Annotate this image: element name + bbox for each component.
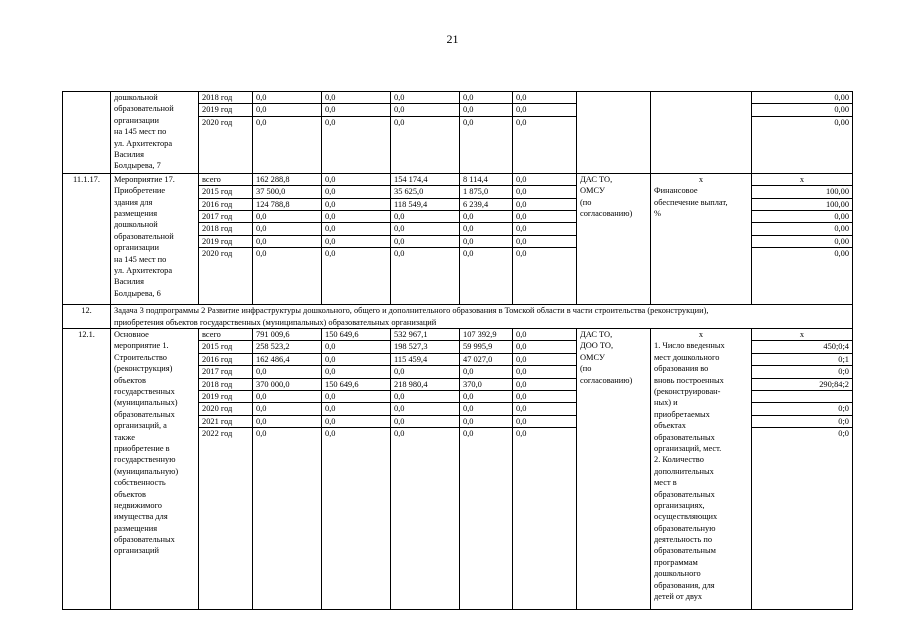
item-name-line: образовательных	[114, 409, 175, 419]
regional-cell: 532 967,1	[391, 329, 460, 341]
total-cell: 0,0	[253, 223, 322, 235]
regional-cell: 198 527,3	[391, 341, 460, 353]
extra-budget-cell: 0,0	[513, 366, 577, 378]
year-cell: 2018 год	[199, 378, 253, 390]
regional-cell: 0,0	[391, 116, 460, 173]
regional-cell: 0,0	[391, 391, 460, 403]
regional-cell: 0,0	[391, 104, 460, 116]
extra-budget-cell: 0,0	[513, 223, 577, 235]
extra-budget-cell: 0,0	[513, 378, 577, 390]
indicator-value-cell: 100,00	[752, 186, 853, 198]
federal-cell: 0,0	[322, 116, 391, 173]
extra-budget-cell: 0,0	[513, 403, 577, 415]
year-cell: 2020 год	[199, 403, 253, 415]
total-cell: 0,0	[253, 403, 322, 415]
local-cell: 8 114,4	[460, 173, 513, 185]
item-number: 12.1.	[63, 329, 111, 610]
item-name-line: образовательной	[114, 231, 174, 241]
budget-table	[62, 91, 853, 610]
local-cell: 0,0	[460, 248, 513, 305]
item-name-line: на 145 мест по	[114, 254, 167, 264]
federal-cell: 0,0	[322, 415, 391, 427]
regional-cell: 0,0	[391, 235, 460, 247]
indicator-cell-line: образовательную	[654, 523, 716, 533]
federal-cell: 150 649,6	[322, 329, 391, 341]
item-name-line: собственность	[114, 478, 166, 488]
indicator-cell-line: приобретаемых	[654, 409, 710, 419]
total-cell: 0,0	[253, 248, 322, 305]
indicator-cell-line: вновь построенных	[654, 375, 724, 385]
local-cell: 370,0	[460, 378, 513, 390]
local-cell: 0,0	[460, 366, 513, 378]
indicator-value-cell	[752, 391, 853, 403]
indicator-cell-line: осуществляющих	[654, 512, 718, 522]
indicator-cell-line: образования, для	[654, 580, 715, 590]
item-name-line: образовательной	[114, 104, 174, 114]
item-name-line: организации	[114, 243, 159, 253]
extra-budget-cell: 0,0	[513, 353, 577, 365]
total-cell: 370 000,0	[253, 378, 322, 390]
year-cell: всего	[199, 329, 253, 341]
year-cell: 2019 год	[199, 391, 253, 403]
indicator-value-cell: 450;0;4	[752, 341, 853, 353]
total-cell: 0,0	[253, 104, 322, 116]
indicator-value-cell: 0,00	[752, 116, 853, 173]
item-name-line: ул. Архитектора	[114, 138, 173, 148]
extra-budget-cell: 0,0	[513, 415, 577, 427]
indicator-value-cell: 0,00	[752, 235, 853, 247]
extra-budget-cell: 0,0	[513, 235, 577, 247]
indicator-cell-line: (реконструирован-	[654, 386, 721, 396]
indicator-value-cell: 0;0	[752, 403, 853, 415]
year-cell: 2022 год	[199, 428, 253, 610]
federal-cell: 0,0	[322, 235, 391, 247]
indicator-value-cell: 0,00	[752, 223, 853, 235]
regional-cell: 118 549,4	[391, 198, 460, 210]
item-name-line: имущества для	[114, 512, 168, 522]
year-cell: 2015 год	[199, 341, 253, 353]
item-name-line: организаций, а	[114, 421, 167, 431]
local-cell: 0,0	[460, 211, 513, 223]
local-cell: 0,0	[460, 104, 513, 116]
indicator-cell-line: образования во	[654, 364, 709, 374]
item-name-line: также	[114, 432, 135, 442]
executor-cell	[577, 92, 651, 174]
federal-cell: 0,0	[322, 248, 391, 305]
extra-budget-cell: 0,0	[513, 248, 577, 305]
local-cell: 0,0	[460, 391, 513, 403]
indicator-cell-line: деятельность по	[654, 535, 713, 545]
indicator-value-cell: 0,00	[752, 211, 853, 223]
regional-cell: 115 459,4	[391, 353, 460, 365]
year-cell: 2018 год	[199, 92, 253, 104]
year-cell: 2018 год	[199, 223, 253, 235]
executor-cell-line: согласованию)	[580, 375, 633, 385]
total-cell: 0,0	[253, 366, 322, 378]
regional-cell: 0,0	[391, 223, 460, 235]
indicator-value-cell: 0;0	[752, 428, 853, 610]
indicator-cell-line: образовательных	[654, 432, 715, 442]
indicator-cell-line: объектах	[654, 421, 686, 431]
federal-cell: 0,0	[322, 391, 391, 403]
federal-cell: 0,0	[322, 366, 391, 378]
indicator-cell-line: организаций, мест.	[654, 443, 722, 453]
federal-cell: 0,0	[322, 341, 391, 353]
regional-cell: 154 174,4	[391, 173, 460, 185]
federal-cell: 0,0	[322, 173, 391, 185]
item-name-line: дошкольной	[114, 93, 158, 102]
regional-cell: 35 625,0	[391, 186, 460, 198]
regional-cell: 0,0	[391, 428, 460, 610]
item-name-line: здания для	[114, 197, 153, 207]
extra-budget-cell: 0,0	[513, 391, 577, 403]
executor-cell-line: ДАС ТО,	[580, 174, 613, 184]
indicator-cell-line: %	[654, 208, 661, 218]
task-text-line: Задача 3 подпрограммы 2 Развитие инфраструктуры дошкольного, общего и дополнительного образования в Томской области в части строительства (реконструкции),	[114, 306, 709, 316]
regional-cell: 0,0	[391, 366, 460, 378]
item-number: 11.1.17.	[63, 173, 111, 304]
total-cell: 0,0	[253, 391, 322, 403]
item-name-line: государственных	[114, 386, 175, 396]
indicator-cell-line: x	[698, 330, 704, 340]
indicator-cell-line: образовательным	[654, 546, 716, 556]
extra-budget-cell: 0,0	[513, 341, 577, 353]
federal-cell: 0,0	[322, 104, 391, 116]
indicator-value-cell: x	[752, 173, 853, 185]
indicator-value-cell: 100,00	[752, 198, 853, 210]
item-name-line: государственную	[114, 455, 176, 465]
item-name-line: размещения	[114, 523, 158, 533]
indicator-cell-line: организациях,	[654, 500, 705, 510]
indicator-cell-line: мест в	[654, 478, 677, 488]
indicator-cell	[651, 92, 752, 174]
federal-cell: 0,0	[322, 353, 391, 365]
total-cell: 0,0	[253, 428, 322, 610]
item-name-line: организации	[114, 115, 159, 125]
item-name-line: объектов	[114, 375, 146, 385]
extra-budget-cell: 0,0	[513, 92, 577, 104]
total-cell: 162 288,8	[253, 173, 322, 185]
executor-cell	[577, 329, 651, 610]
task-row	[63, 305, 853, 329]
item-name-line: Болдырева, 6	[114, 288, 161, 298]
item-name-line: Болдырева, 7	[114, 161, 161, 171]
local-cell: 6 239,4	[460, 198, 513, 210]
local-cell: 0,0	[460, 116, 513, 173]
indicator-value-cell: 0,00	[752, 92, 853, 104]
local-cell: 0,0	[460, 415, 513, 427]
executor-cell	[577, 173, 651, 304]
federal-cell: 0,0	[322, 403, 391, 415]
regional-cell: 0,0	[391, 92, 460, 104]
regional-cell: 0,0	[391, 248, 460, 305]
item-name-line: (реконструкция)	[114, 364, 173, 374]
item-name-line: приобретение в	[114, 443, 170, 453]
extra-budget-cell: 0,0	[513, 211, 577, 223]
federal-cell: 0,0	[322, 223, 391, 235]
extra-budget-cell: 0,0	[513, 329, 577, 341]
indicator-value-cell: 0;0	[752, 366, 853, 378]
year-cell: всего	[199, 173, 253, 185]
regional-cell: 0,0	[391, 211, 460, 223]
indicator-value-cell: 0,00	[752, 248, 853, 305]
item-name	[111, 92, 199, 174]
local-cell: 47 027,0	[460, 353, 513, 365]
federal-cell: 0,0	[322, 92, 391, 104]
total-cell: 0,0	[253, 92, 322, 104]
item-name-line: (муниципальных)	[114, 398, 178, 408]
indicator-cell-line: образовательных	[654, 489, 715, 499]
regional-cell: 0,0	[391, 415, 460, 427]
total-cell: 0,0	[253, 211, 322, 223]
executor-cell-line: ОМСУ	[580, 186, 605, 196]
indicator-value-cell: 0;1	[752, 353, 853, 365]
task-text-line: приобретения объектов государственных (муниципальных) образовательных организаций	[114, 317, 437, 327]
executor-cell-line: (по	[580, 197, 592, 207]
local-cell: 1 875,0	[460, 186, 513, 198]
indicator-cell-line: ных) и	[654, 398, 678, 408]
extra-budget-cell: 0,0	[513, 116, 577, 173]
regional-cell: 0,0	[391, 403, 460, 415]
total-cell: 0,0	[253, 415, 322, 427]
local-cell: 59 995,9	[460, 341, 513, 353]
item-name-line: недвижимого	[114, 500, 162, 510]
indicator-cell-line: 2. Количество	[654, 455, 704, 465]
year-cell: 2020 год	[199, 248, 253, 305]
item-number	[63, 92, 111, 174]
year-cell: 2021 год	[199, 415, 253, 427]
indicator-cell-line: 1. Число введенных	[654, 341, 725, 351]
page-number: 21	[446, 32, 459, 46]
local-cell: 0,0	[460, 223, 513, 235]
item-name-line: образовательных	[114, 535, 175, 545]
indicator-cell-line: мест дошкольного	[654, 352, 720, 362]
total-cell: 162 486,4	[253, 353, 322, 365]
total-cell: 0,0	[253, 116, 322, 173]
item-name-line: дошкольной	[114, 220, 158, 230]
task-text	[111, 305, 853, 329]
indicator-value-cell: 290;84;2	[752, 378, 853, 390]
item-name-line: Василия	[114, 277, 145, 287]
year-cell: 2020 год	[199, 116, 253, 173]
item-name-line: объектов	[114, 489, 146, 499]
extra-budget-cell: 0,0	[513, 173, 577, 185]
extra-budget-cell: 0,0	[513, 198, 577, 210]
indicator-cell-line: детей от двух	[654, 592, 703, 602]
indicator-cell	[651, 173, 752, 304]
year-cell: 2019 год	[199, 235, 253, 247]
item-name-line: Приобретение	[114, 186, 166, 196]
item-name-line: мероприятие 1.	[114, 341, 169, 351]
item-name	[111, 329, 199, 610]
indicator-value-cell: x	[752, 329, 853, 341]
local-cell: 107 392,9	[460, 329, 513, 341]
local-cell: 0,0	[460, 403, 513, 415]
indicator-cell-line: дошкольного	[654, 569, 701, 579]
table-row	[63, 173, 853, 185]
local-cell: 0,0	[460, 235, 513, 247]
table-row	[63, 92, 853, 104]
total-cell: 37 500,0	[253, 186, 322, 198]
extra-budget-cell: 0,0	[513, 428, 577, 610]
executor-cell-line: ДАС ТО,	[580, 330, 613, 340]
item-name-line: Строительство	[114, 352, 167, 362]
extra-budget-cell: 0,0	[513, 186, 577, 198]
executor-cell-line: согласованию)	[580, 208, 633, 218]
item-name-line: (муниципальную)	[114, 466, 179, 476]
year-cell: 2015 год	[199, 186, 253, 198]
indicator-cell	[651, 329, 752, 610]
executor-cell-line: (по	[580, 364, 592, 374]
year-cell: 2016 год	[199, 353, 253, 365]
task-number: 12.	[63, 305, 111, 329]
item-name-line: ул. Архитектора	[114, 265, 173, 275]
year-cell: 2019 год	[199, 104, 253, 116]
indicator-cell-line: программам	[654, 557, 698, 567]
item-name-line: Василия	[114, 149, 145, 159]
indicator-value-cell: 0,00	[752, 104, 853, 116]
total-cell: 124 788,8	[253, 198, 322, 210]
year-cell: 2017 год	[199, 366, 253, 378]
local-cell: 0,0	[460, 92, 513, 104]
item-name-line: на 145 мест по	[114, 127, 167, 137]
regional-cell: 218 980,4	[391, 378, 460, 390]
executor-cell-line: ОМСУ	[580, 352, 605, 362]
total-cell: 0,0	[253, 235, 322, 247]
extra-budget-cell: 0,0	[513, 104, 577, 116]
table-row	[63, 329, 853, 341]
indicator-cell-line: x	[698, 174, 704, 184]
federal-cell: 0,0	[322, 186, 391, 198]
indicator-cell-line: дополнительных	[654, 466, 714, 476]
year-cell: 2016 год	[199, 198, 253, 210]
indicator-cell-line: обеспечение выплат,	[654, 197, 728, 207]
year-cell: 2017 год	[199, 211, 253, 223]
federal-cell: 0,0	[322, 198, 391, 210]
item-name-line: размещения	[114, 208, 158, 218]
total-cell: 258 523,2	[253, 341, 322, 353]
federal-cell: 0,0	[322, 428, 391, 610]
total-cell: 791 009,6	[253, 329, 322, 341]
item-name-line: организаций	[114, 546, 159, 556]
local-cell: 0,0	[460, 428, 513, 610]
federal-cell: 150 649,6	[322, 378, 391, 390]
indicator-value-cell: 0;0	[752, 415, 853, 427]
item-name	[111, 173, 199, 304]
indicator-cell-line: Финансовое	[654, 186, 698, 196]
federal-cell: 0,0	[322, 211, 391, 223]
executor-cell-line: ДОО ТО,	[580, 341, 614, 351]
item-name-line: Основное	[114, 330, 149, 340]
item-name-line: Мероприятие 17.	[114, 174, 175, 184]
